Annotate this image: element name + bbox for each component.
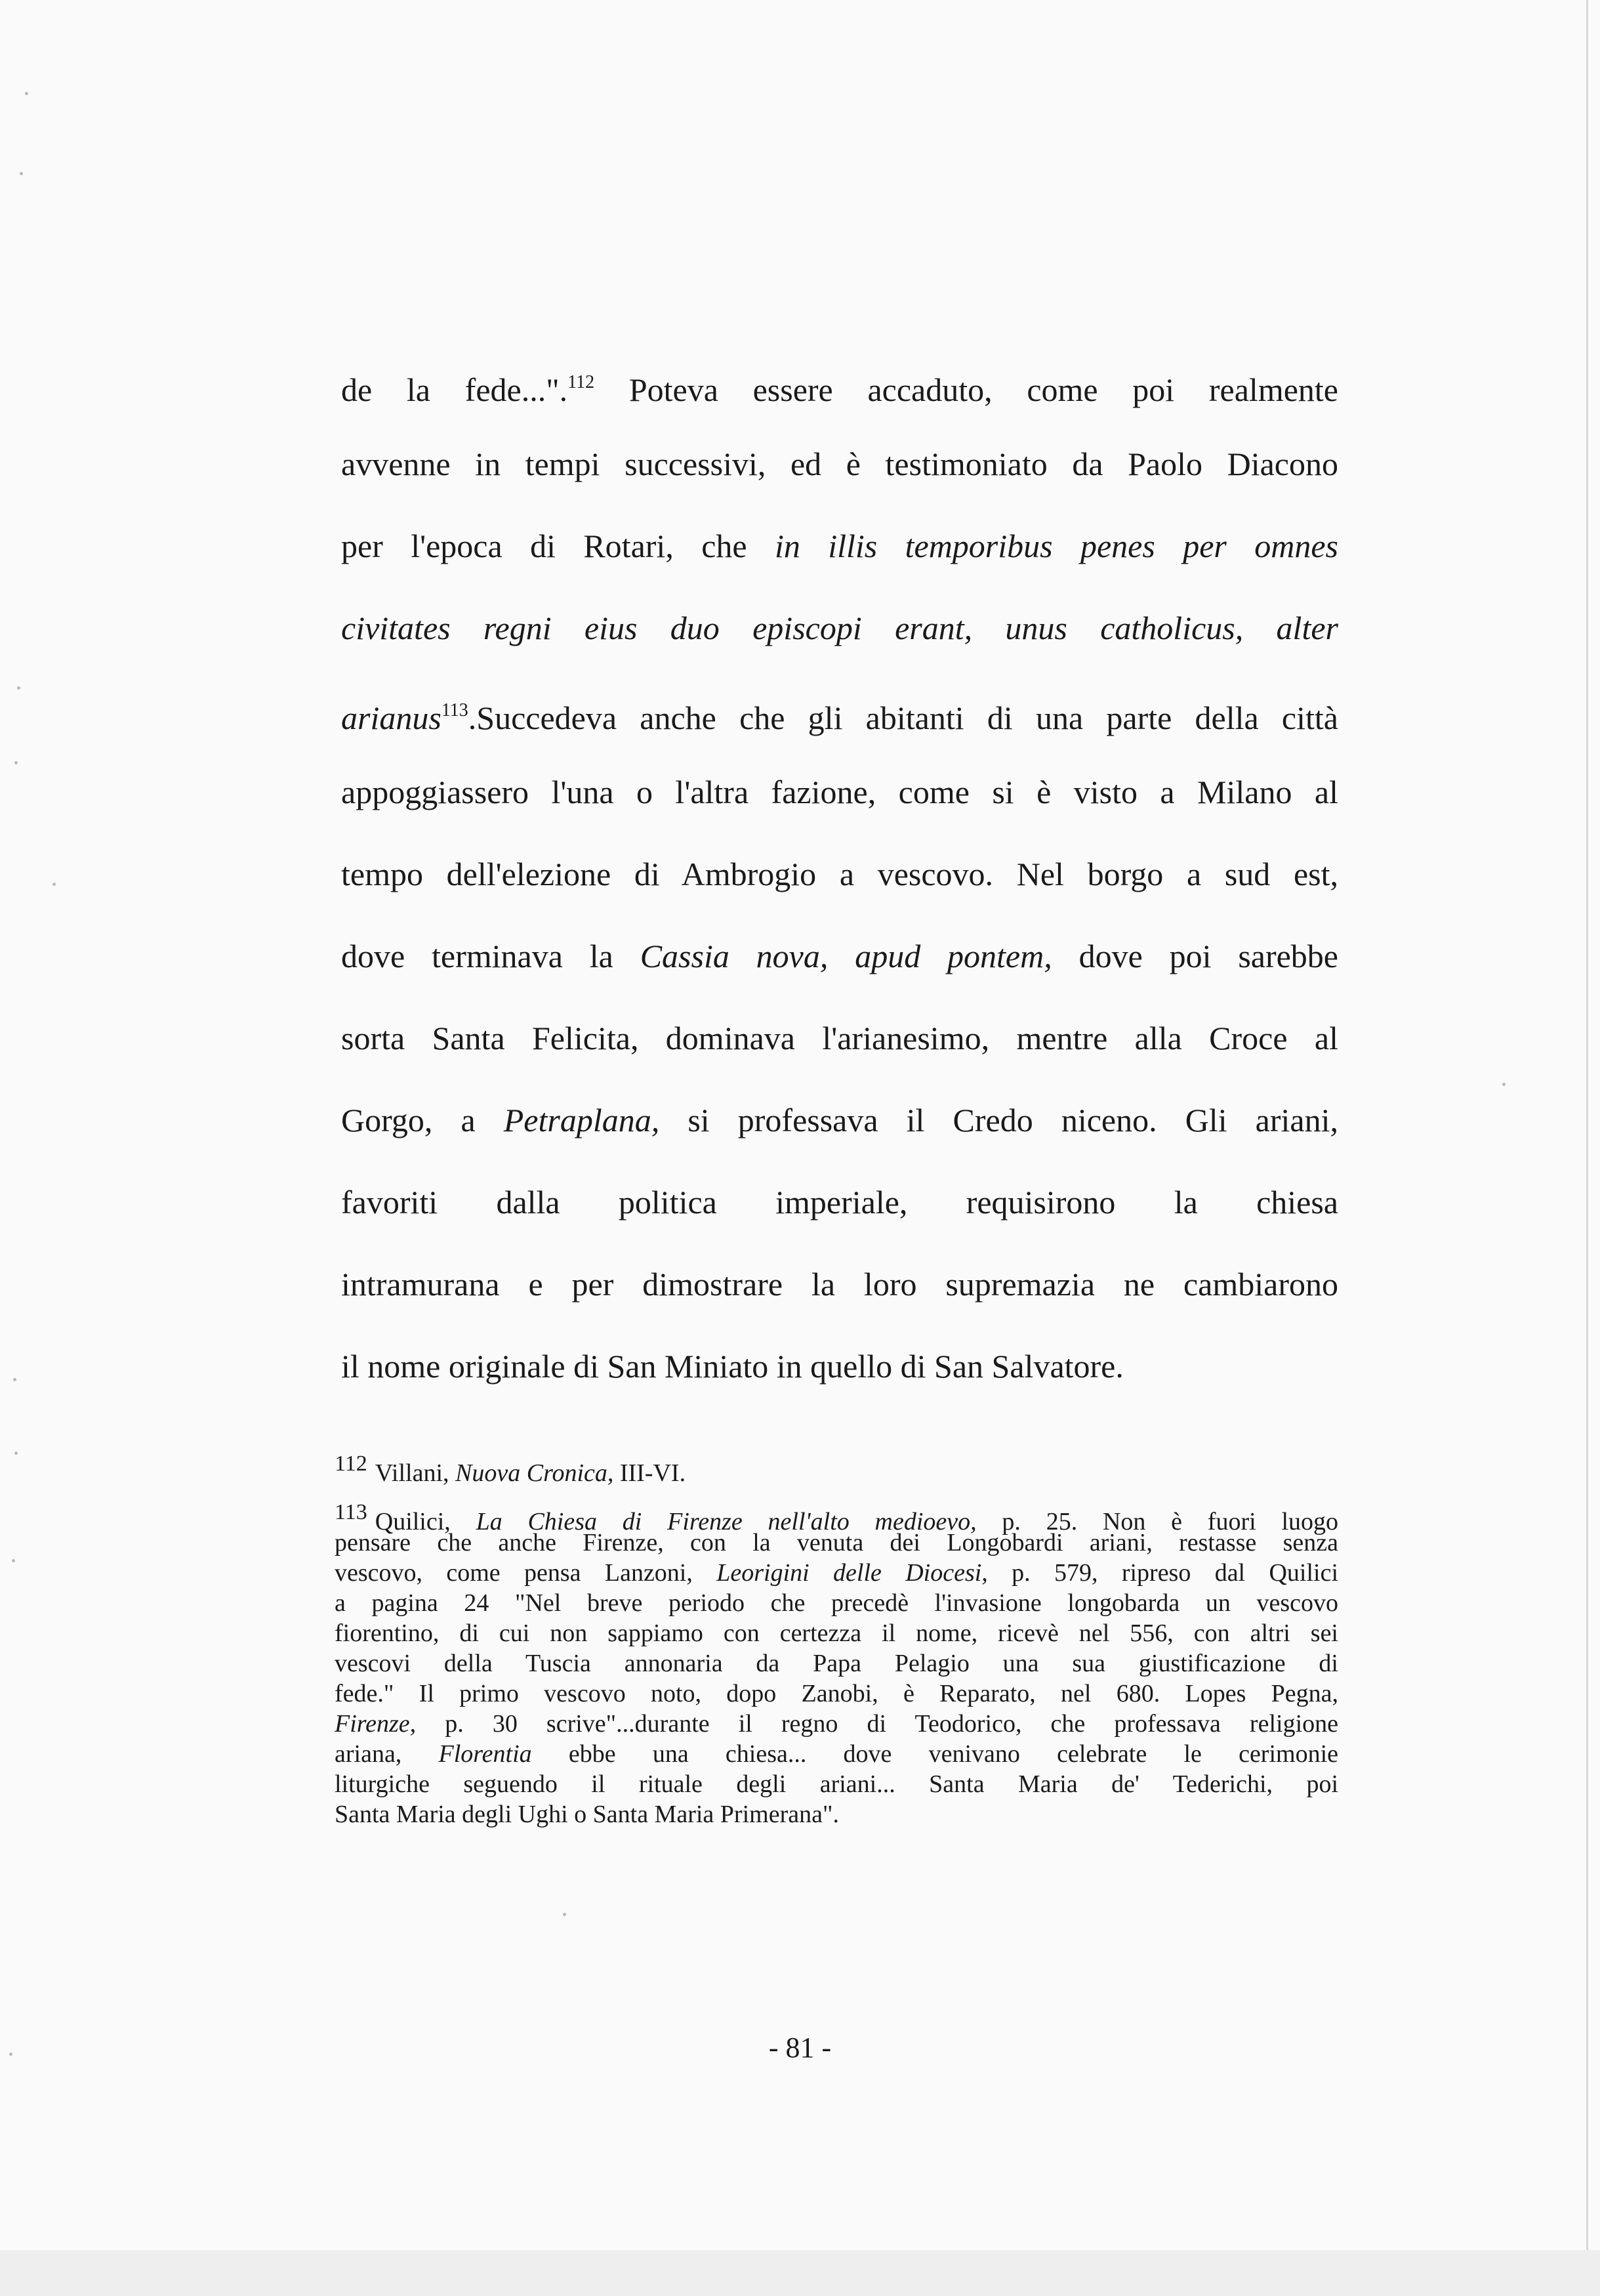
footnote-line: pensare che anche Firenze, con la venuta dei Longobardi ariani, restasse senza	[335, 1529, 1338, 1556]
scan-speck	[20, 172, 23, 175]
text-run: Gorgo, a	[341, 1102, 504, 1138]
text-run: dove terminava la	[341, 938, 640, 974]
page-number: - 81 -	[768, 2032, 832, 2064]
book-title: Nuova Cronica,	[455, 1459, 614, 1487]
text-run: de la fede...".	[341, 371, 568, 408]
text-run: p. 30 scrive"...durante il regno di Teodorico, che professava religione	[416, 1710, 1338, 1738]
footnote-number: 112	[335, 1451, 367, 1476]
latin-quote: civitates regni eius duo episcopi erant, unus catholicus, alter	[341, 610, 1338, 646]
footnote-113	[335, 1497, 1338, 1829]
body-line	[341, 669, 1338, 751]
scan-speck	[563, 1913, 566, 1916]
footnote-line: fiorentino, di cui non sappiamo con certezza il nome, ricevè nel 556, con altri sei	[335, 1619, 1338, 1647]
body-line: intramurana e per dimostrare la loro supremazia ne cambiarono	[341, 1266, 1338, 1303]
footnote-line: vescovi della Tuscia annonaria da Papa Pelagio una sua giustificazione di	[335, 1650, 1338, 1677]
text-run: Quilici,	[375, 1508, 476, 1535]
body-line: appoggiassero l'una o l'altra fazione, come si è visto a Milano al	[341, 774, 1338, 810]
body-line	[341, 587, 1338, 669]
body-line: tempo dell'elezione di Ambrogio a vescovo. Nel borgo a sud est,	[341, 856, 1338, 892]
footnote-line: Santa Maria degli Ughi o Santa Maria Primerana".	[335, 1801, 839, 1828]
body-line: avvenne in tempi successivi, ed è testimoniato da Paolo Diacono	[341, 446, 1338, 482]
text-run: per l'epoca di Rotari, che	[341, 528, 775, 564]
scan-speck	[12, 1559, 15, 1562]
body-line: sorta Santa Felicita, dominava l'arianesimo, mentre alla Croce al	[341, 1020, 1338, 1056]
scan-speck	[9, 2053, 12, 2056]
footnote-line: liturgiche seguendo il rituale degli ariani... Santa Maria de' Tederichi, poi	[335, 1770, 1338, 1798]
body-line: il nome originale di San Miniato in quello di San Salvatore.	[341, 1348, 1124, 1385]
latin-quote: arianus	[341, 699, 441, 736]
footnote-line	[335, 1739, 1338, 1769]
body-line	[341, 341, 1338, 423]
text-run: .Succedeva anche che gli abitanti di una parte della città	[468, 699, 1338, 736]
body-line	[341, 915, 1338, 997]
body-text	[341, 341, 1338, 1408]
scan-speck	[25, 92, 28, 95]
footnote-line	[335, 1558, 1338, 1588]
scan-speck	[1502, 1083, 1506, 1086]
book-title: La Chiesa di Firenze nell'alto medioevo,	[476, 1508, 977, 1535]
body-line	[341, 505, 1338, 587]
page-edge	[1586, 0, 1588, 2251]
body-line	[341, 1079, 1338, 1161]
text-run: p. 579, ripreso dal Quilici	[987, 1559, 1338, 1587]
book-title: Firenze,	[335, 1710, 417, 1738]
footnote-ref-112: 112	[567, 372, 595, 392]
scan-speck	[52, 883, 56, 886]
footnote-line: a pagina 24 "Nel breve periodo che precedè l'invasione longobarda un vescovo	[335, 1589, 1338, 1617]
text-run: dove poi sarebbe	[1052, 938, 1338, 974]
text-run: Poteva essere accaduto, come poi realmente	[594, 371, 1338, 408]
footnote-line	[335, 1497, 1338, 1535]
scan-speck	[14, 1451, 18, 1455]
text-run: ariana,	[335, 1740, 439, 1768]
latin-quote: Cassia nova, apud pontem,	[640, 938, 1052, 974]
scan-speck	[13, 1378, 16, 1381]
book-title: Leorigini delle Diocesi,	[716, 1559, 988, 1587]
footnote-ref-113: 113	[441, 700, 468, 720]
latin-quote: in illis temporibus penes per omnes	[774, 528, 1338, 564]
footnotes	[335, 1449, 1338, 1829]
text-run: vescovo, come pensa Lanzoni,	[335, 1559, 717, 1587]
scan-speck	[14, 761, 18, 764]
text-run: III-VI.	[613, 1459, 686, 1487]
footnote-line: fede." Il primo vescovo noto, dopo Zanobi, è Reparato, nel 680. Lopes Pegna,	[335, 1680, 1338, 1707]
text-run: si professava il Credo niceno. Gli ariani,	[659, 1102, 1338, 1138]
footnote-112	[335, 1449, 1338, 1488]
footnote-line	[335, 1709, 1338, 1739]
place-name: Petraplana,	[503, 1102, 660, 1138]
text-run: ebbe una chiesa... dove venivano celebrate le cerimonie	[531, 1740, 1339, 1768]
scan-bottom-band	[0, 2250, 1600, 2296]
latin-name: Florentia	[438, 1740, 532, 1768]
text-run: Villani,	[375, 1459, 456, 1487]
footnote-number: 113	[335, 1500, 367, 1524]
scan-speck	[17, 686, 20, 690]
body-line: favoriti dalla politica imperiale, requisirono la chiesa	[341, 1184, 1338, 1221]
text-run: p. 25. Non è fuori luogo	[976, 1508, 1338, 1535]
